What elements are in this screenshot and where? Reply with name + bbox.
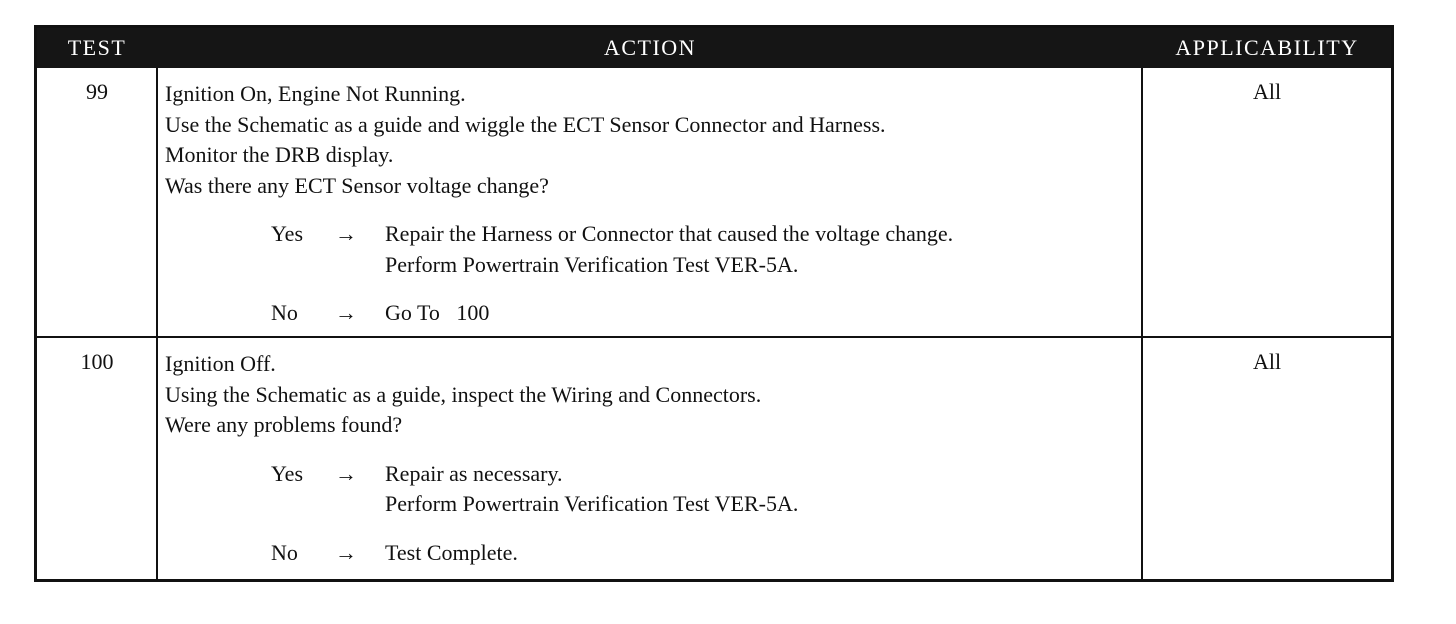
result-line: Repair the Harness or Connector that caused the voltage change. — [385, 221, 954, 246]
test-number: 99 — [86, 79, 108, 104]
no-branch — [271, 298, 1140, 329]
result-line: Perform Powertrain Verification Test VER-5A. — [385, 251, 799, 277]
test-number: 100 — [80, 349, 114, 374]
arrow-right-icon: → — [335, 300, 357, 325]
instruction-line: Was there any ECT Sensor voltage change? — [165, 172, 549, 198]
yes-label: Yes — [271, 221, 304, 246]
action-cell — [165, 349, 1140, 568]
result-line: Perform Powertrain Verification Test VER-5A. — [385, 491, 799, 516]
yes-label: Yes — [271, 460, 304, 486]
table-row — [37, 68, 1391, 336]
applicability-value: All — [1252, 79, 1282, 104]
applicability-value: All — [1252, 349, 1282, 374]
instruction-line: Monitor the DRB display. — [165, 142, 394, 167]
yes-branch — [271, 219, 1140, 280]
arrow-right-icon: → — [335, 221, 357, 246]
header-test: TEST — [67, 35, 127, 60]
arrow-right-icon: → — [335, 460, 357, 486]
table-header — [37, 28, 1391, 68]
instruction-line: Ignition Off. — [165, 351, 276, 376]
no-label: No — [271, 539, 298, 565]
result-line: Test Complete. — [385, 539, 518, 565]
header-action: ACTION — [603, 35, 697, 60]
action-cell — [165, 79, 1140, 329]
no-label: No — [271, 300, 298, 325]
instruction-line: Use the Schematic as a guide and wiggle the ECT Sensor Connector and Harness. — [165, 111, 886, 137]
instruction-line: Ignition On, Engine Not Running. — [165, 81, 466, 106]
instruction-line: Using the Schematic as a guide, inspect the Wiring and Connectors. — [165, 381, 762, 407]
result-line: Go To 100 — [385, 300, 490, 325]
arrow-right-icon: → — [335, 539, 357, 565]
no-branch — [271, 538, 1140, 569]
header-applicability: APPLICABILITY — [1175, 35, 1359, 60]
diagnostic-table — [34, 25, 1394, 582]
instruction-line: Were any problems found? — [165, 412, 403, 437]
result-line: Repair as necessary. — [385, 460, 563, 486]
table-row — [37, 338, 1391, 582]
yes-branch — [271, 459, 1140, 520]
